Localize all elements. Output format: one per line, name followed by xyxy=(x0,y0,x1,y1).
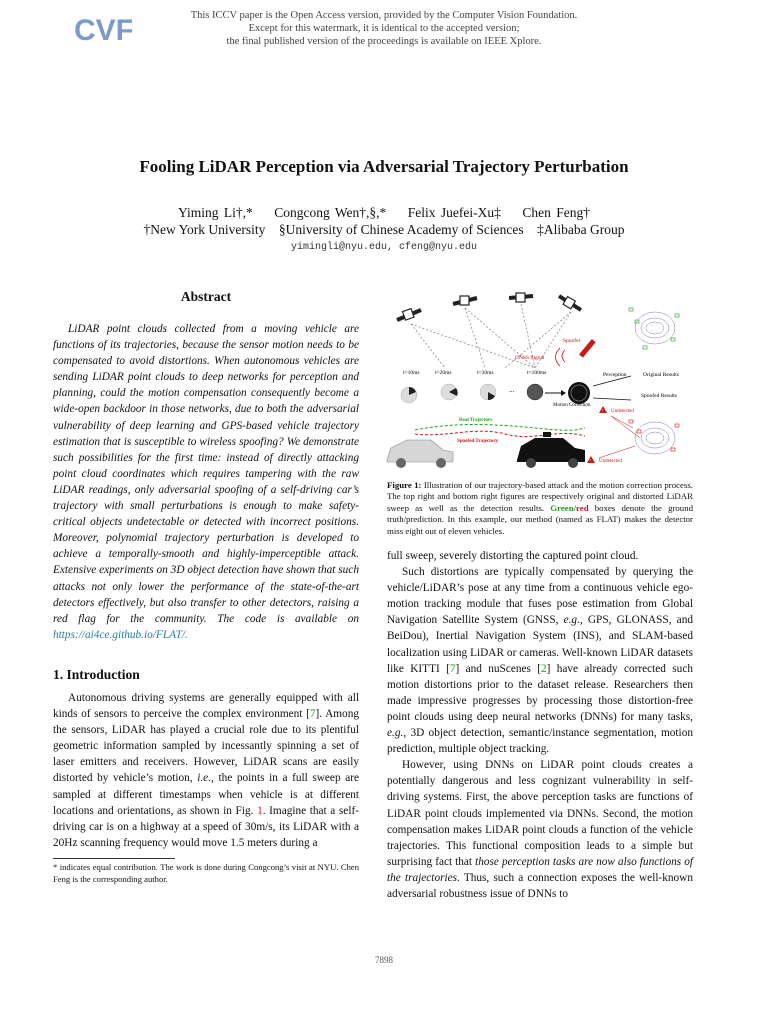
cvf-logo-text: CVF xyxy=(74,14,132,46)
caption-slash: / xyxy=(573,502,577,513)
figure-1-caption xyxy=(387,480,693,537)
abstract-heading: Abstract xyxy=(180,289,232,304)
abstract-body xyxy=(53,321,359,643)
black-car-icon xyxy=(517,432,585,468)
abstract-text: LiDAR point clouds collected from a moving vehicle are functions of its trajectories, because the sensor motion needs to be compensated to avoid distortions. When autonomous vehicles are sending LiDAR point clouds to deep networks for perception and planning, could the motion compensation consequently become a wide-open backdoor in those networks, due to both the adversarial vulnerability of deep learning and GPS-based vehicle trajectory estimation that is susceptible to wireless spoofing? We demonstrate such possibilities for the first time: instead of directly attacking point cloud coordinates which requires tampering with the raw LiDAR readings, only adversarial spoofing of a self-driving car’s trajectory with small perturbations is enough to make safety-critical objects undetectable or detected with incorrect positions. Moreover, polynomial trajectory perturbation is developed to achieve a temporally-smooth and highly-imperceptible attack. Extensive experiments on 3D object detection have shown that such attacks not only lower the performance of the state-of-the-art detectors effectively, but also transfer to other detectors, raising a red flag for the community. The code is available on xyxy=(53,323,359,625)
time-label-2: t=20ms xyxy=(435,370,452,376)
citation-link[interactable]: 7 xyxy=(449,662,456,675)
footnote-rule xyxy=(53,858,175,859)
body-text: Such distortions are typically compensated by querying the vehicle/LiDAR’s pose at any time from a continuous vehicle ego-motion tracking module that fuses pose estimation from Global Navigation Satellite System (GNSS, xyxy=(387,566,693,627)
svg-text:!: ! xyxy=(601,408,603,413)
perception-label: Perception xyxy=(603,372,627,378)
figure-1 xyxy=(385,288,695,474)
satellite-icon-1 xyxy=(397,309,421,321)
body-text: those perception tasks are now also functions of the trajectories xyxy=(387,855,693,884)
right-column-text xyxy=(387,548,693,902)
gnss-signal-label: GNSS Signal xyxy=(515,355,545,361)
intro-text: . Imagine that a self-driving car is on a highway at a speed of 30m/s, its LiDAR with a 20Hz scanning frequency would move 1.5 meters during a xyxy=(53,804,359,849)
body-text: ] have already corrected such motion distortions prior to the dataset release. Researchers then made impressive progresses by processing those distortion-free point clouds using deep neural networks (DNNs) for many tasks, xyxy=(387,662,693,723)
author-emails: yimingli@nyu.edu, cfeng@nyu.edu xyxy=(290,242,478,253)
undetected-label-2: Undetected xyxy=(599,459,622,464)
spoofed-point-cloud xyxy=(635,422,675,454)
caption-text: Illustration of our trajectory-based attack and the motion correction process. The top right and bottom right figures are respectively original and distorted LiDAR sweep as well as the detection results. xyxy=(387,480,693,513)
paper-title: Fooling LiDAR Perception via Adversarial Trajectory Perturbation xyxy=(139,157,629,176)
spoofed-trajectory-label: Spoofed Trajectory xyxy=(457,439,499,444)
satellite-icon-3 xyxy=(509,293,533,302)
original-results-label: Original Results xyxy=(643,372,679,378)
caption-label: Figure 1: xyxy=(387,480,422,490)
intro-text: i.e. xyxy=(197,772,212,785)
caption-red-word: red xyxy=(576,502,589,513)
intro-text: ]. Among the sensors, LiDAR has played a crucial role due to its plentiful geometric information sampled by incessantly spinning a set of laser emitters and receivers. However, LiDAR scans are easily distorted by vehicle’s motion, xyxy=(53,708,359,785)
watermark-line-1: This ICCV paper is the Open Access version, provided by the Computer Vision Foundation. xyxy=(190,10,578,21)
real-trajectory-line xyxy=(415,425,585,431)
real-trajectory-label: Real Trajectory xyxy=(459,418,493,423)
intro-text: Autonomous driving systems are generally equipped with all kinds of sensors to perceive the complex environment [ xyxy=(53,692,359,721)
body-text: e.g. xyxy=(563,614,580,627)
original-point-cloud xyxy=(635,312,675,344)
watermark-line-3: the final published version of the proceedings is available on IEEE Xplore. xyxy=(226,36,542,47)
body-text: . Thus, such a connection exposes the well-known adversarial robustness issue of DNNs to xyxy=(387,871,693,900)
timeline-ellipsis: ... xyxy=(509,386,515,394)
page-number: 7898 xyxy=(375,955,393,965)
sweep-icon-4 xyxy=(527,384,543,400)
citation-link[interactable]: 7 xyxy=(309,708,316,721)
affiliations: †New York University §University of Chinese Academy of Sciences ‡Alibaba Group xyxy=(143,222,625,237)
spoofer-label: Spoofer xyxy=(563,338,581,344)
motion-correction-label: Motion Correction xyxy=(553,403,591,408)
citation-link[interactable]: 2 xyxy=(540,662,547,675)
footnote: * indicates equal contribution. The work is done during Congcong’s visit at NYU. Chen Feng is the corresponding author. xyxy=(53,862,359,884)
spoofer-wave-icon xyxy=(556,348,566,366)
body-text: e.g. xyxy=(387,727,404,740)
undetected-label-1: Undetected xyxy=(611,409,634,414)
time-label-3: t=30ms xyxy=(477,370,494,376)
body-text: , GPS, GLONASS, and BeiDou), Inertial Navigation System (INS), and SLAM-based localization using LiDAR or cameras. Well-known LiDAR datasets like KITTI [ xyxy=(387,614,693,675)
caption-green-word: Green xyxy=(550,502,574,513)
spoofed-trajectory-line xyxy=(415,431,585,436)
svg-text:!: ! xyxy=(589,458,591,463)
intro-paragraph xyxy=(53,690,359,851)
section-heading-introduction: 1. Introduction xyxy=(53,667,140,682)
author-list: Yiming Li†,* Congcong Wen†,§,* Felix Juefei-Xu‡ Chen Feng† xyxy=(177,205,590,220)
body-text: ] and nuScenes [ xyxy=(455,662,541,675)
grey-car-icon xyxy=(387,440,453,468)
watermark-line-2: Except for this watermark, it is identical to the accepted version; xyxy=(248,23,520,34)
original-detection-boxes xyxy=(629,308,679,349)
figure-ref-link[interactable]: 1 xyxy=(257,804,263,817)
satellite-icon-4 xyxy=(559,296,581,310)
spoofer-antenna-icon xyxy=(579,339,596,358)
satellite-icon-2 xyxy=(453,296,477,305)
caption-text: boxes denote the ground truth/prediction. In this example, our method (named as FLAT) makes the detector miss eight out of eleven vehicles. xyxy=(387,502,694,536)
open-access-watermark xyxy=(0,9,768,48)
continuation-line: full sweep, severely distorting the captured point cloud. xyxy=(387,550,639,562)
time-label-4: t=100ms xyxy=(527,370,547,376)
time-label-1: t=10ms xyxy=(403,370,420,376)
spoofed-results-label: Spoofed Results xyxy=(641,393,677,399)
body-text: However, using DNNs on LiDAR point clouds creates a potentially dangerous and less cognizant vulnerability in self-driving systems. First, the above perception tasks are functions of LiDAR point clouds implemented via DNNs. Second, the motion compensation makes LiDAR point clouds a function of the vehicle trajectories. This functional composition leads to a simple but surprising fact that xyxy=(387,759,693,868)
intro-text: , the points in a full sweep are sampled at different timestamps when vehicle is at different locations and orientations, as shown in Fig. xyxy=(53,772,359,817)
warning-icon-2 xyxy=(587,456,595,463)
body-text: , 3D object detection, semantic/instance segmentation, motion prediction, multiple object tracking. xyxy=(387,727,693,756)
warning-icon-1 xyxy=(599,406,607,413)
code-link[interactable]: https://ai4ce.github.io/FLAT/. xyxy=(53,628,188,641)
